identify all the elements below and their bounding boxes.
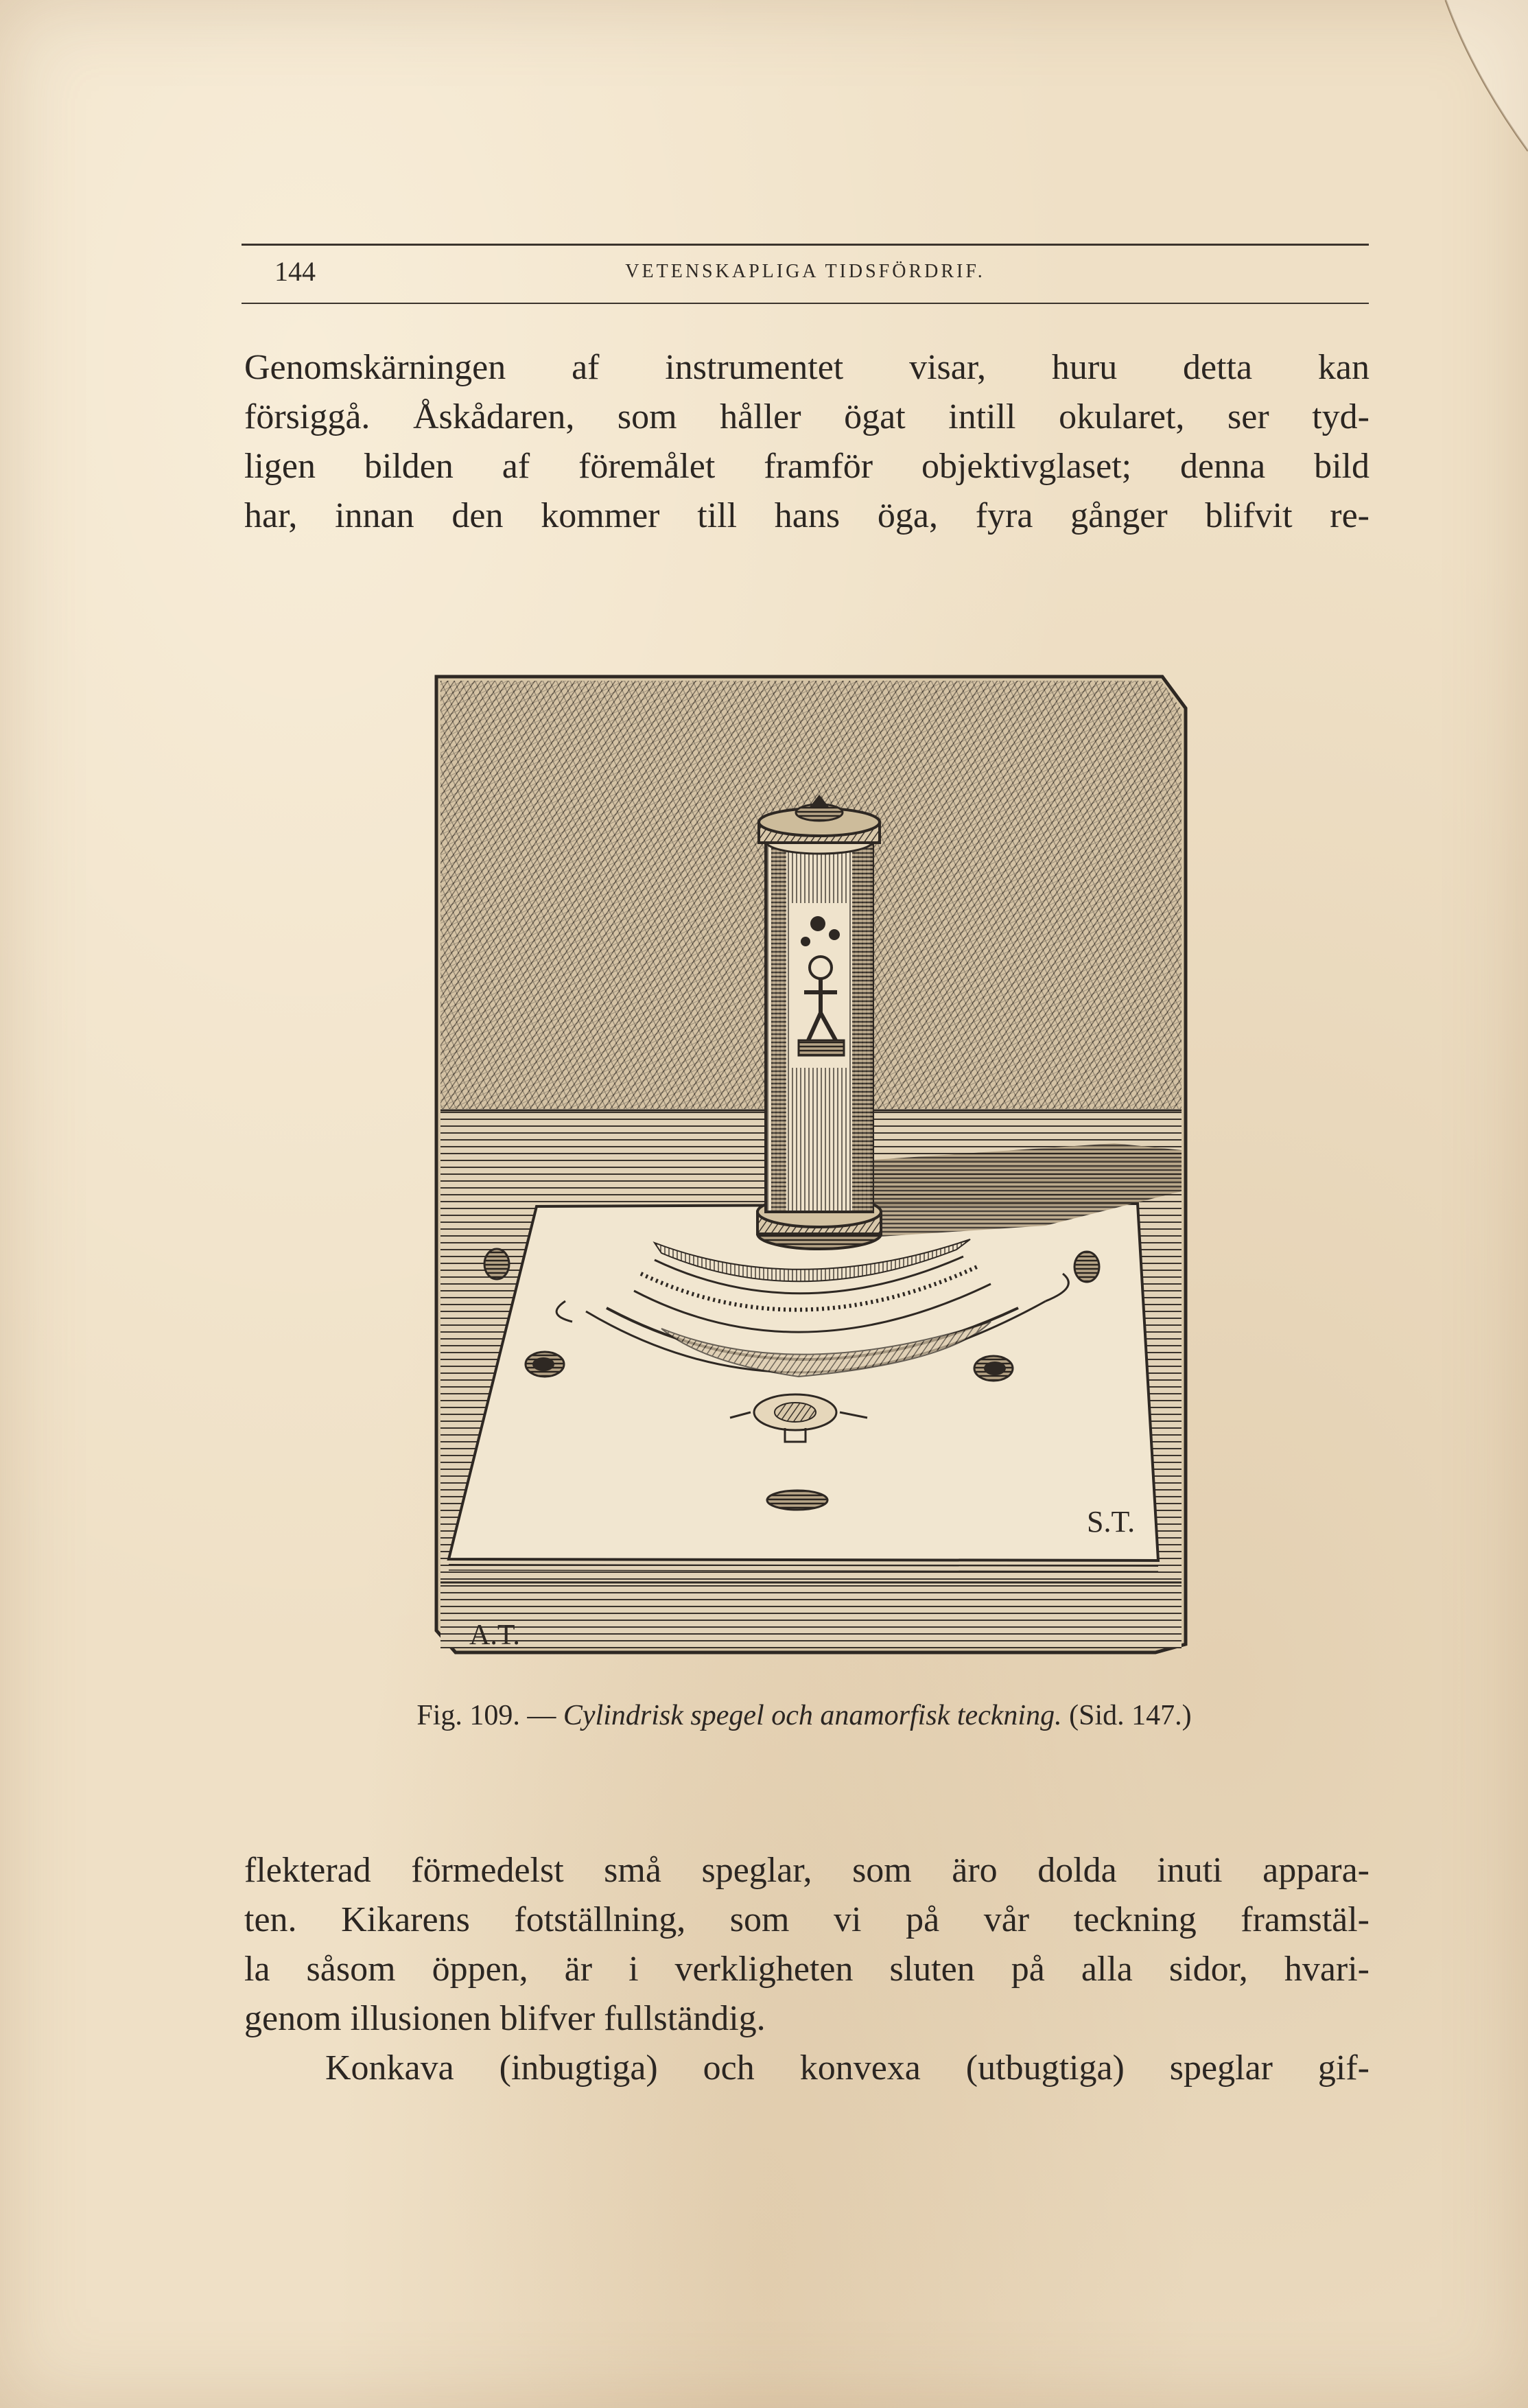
page-number: 144 (274, 256, 316, 287)
text-line: försiggå. Åskådaren, som håller ögat intill okularet, ser tyd- (244, 397, 1370, 436)
paragraph-intro (244, 343, 1370, 541)
header-rule-top (242, 244, 1369, 246)
text-line: ligen bilden af föremålet framför objektivglaset; denna bild (244, 447, 1370, 486)
caption-title: Cylindrisk spegel och anamorfisk teckning. (563, 1700, 1062, 1731)
text-line: Konkava (inbugtiga) och konvexa (utbugtiga) speglar gif- (325, 2048, 1370, 2088)
header-rule-bottom (242, 303, 1369, 304)
text-line: ten. Kikarens fotställning, som vi på vår teckning framstäl- (244, 1900, 1370, 1939)
text-line: flekterad förmedelst små speglar, som äro dolda inuti appara- (244, 1851, 1370, 1890)
text-line: genom illusionen blifver fullständig. (244, 1999, 766, 2038)
engraver-signature-left: A.T. (469, 1620, 520, 1651)
caption-reference: (Sid. 147.) (1069, 1700, 1192, 1731)
text-line: la såsom öppen, är i verkligheten sluten på alla sidor, hvari- (244, 1950, 1370, 1989)
text-line: har, innan den kommer till hans öga, fyra gånger blifvit re- (244, 496, 1370, 535)
caption-prefix: Fig. 109. — (416, 1700, 556, 1731)
paragraph-continuation (244, 1846, 1370, 2093)
corner-fold (1363, 0, 1528, 178)
page-header (242, 255, 1369, 296)
text-line: Genomskärningen af instrumentet visar, huru detta kan (244, 348, 1370, 387)
engraver-signature-right: S.T. (1087, 1505, 1136, 1539)
running-title: VETENSKAPLIGA TIDSFÖRDRIF. (625, 261, 985, 282)
figure-caption (242, 1699, 1367, 1732)
engraving-figure (428, 670, 1192, 1659)
